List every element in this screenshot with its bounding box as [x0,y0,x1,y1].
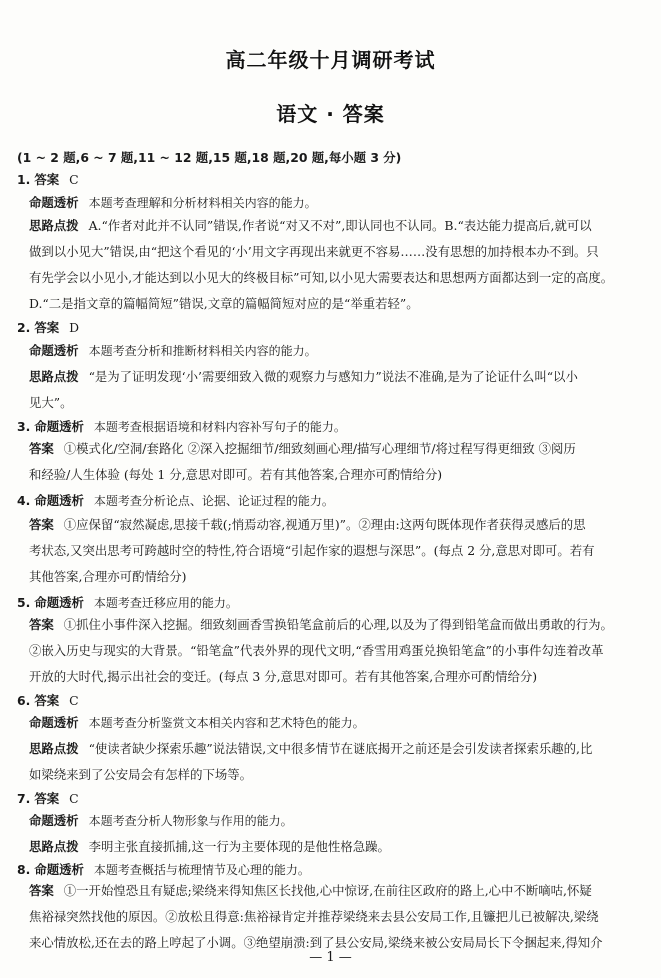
answer-text: 本题考查分析和推断材料相关内容的能力。 [88,344,317,358]
answer-line [29,839,390,855]
section-label: 命题透析 [34,595,84,610]
answer-text: 和经验/人生体验 (每处 1 分,意思对即可。若有其他答案,合理亦可酌情给分) [29,467,443,482]
answer-line [29,909,599,925]
section-label: 答案 [34,320,60,335]
section-label: 思路点拨 [29,741,79,756]
answer-text: “是为了证明发现‘小’需要细致入微的观察力与感知力”说法不准确,是为了论证什么叫“以小 [88,369,578,384]
question-number: 7. [17,791,31,806]
section-label: 命题透析 [29,195,79,210]
question-number: 3. [17,419,31,434]
answer-text: ①抓住小事件深入挖掘。细致刻画香雪换铅笔盒前后的心理,以及为了得到铅笔盒而做出勇敢的行为。 [63,617,613,632]
answer-line [29,883,592,899]
question-number: 5. [17,595,31,610]
section-label: 思路点拨 [29,218,79,233]
answer-text: 本题考查根据语境和材料内容补写句子的能力。 [93,420,346,434]
question-number: 2. [17,320,31,335]
section-label: 答案 [29,883,54,898]
answer-text: 李明主张直接抓捕,这一行为主要体现的是他性格急躁。 [88,839,390,854]
answer-text: 其他答案,合理亦可酌情给分) [29,569,187,584]
section-label: 命题透析 [34,862,84,877]
section-label: 答案 [34,693,60,708]
answer-line [29,369,578,385]
answer-text: 来心情放松,还在去的路上哼起了小调。③绝望崩溃:到了县公安局,梁绕来被公安局局长下令捆起来,得知介 [29,935,603,950]
answer-text: ①应保留“寂然凝虑,思接千载(;悄焉动容,视通万里)”。②理由:这两句既体现作者获得灵感后的思 [63,517,586,532]
section-label: 答案 [34,791,60,806]
scoring-note: (1 ~ 2 题,6 ~ 7 题,11 ~ 12 题,15 题,18 题,20 题,每小题 3 分) [17,150,402,165]
answer-line [29,569,186,585]
answer-text: 本题考查分析论点、论据、论证过程的能力。 [93,494,334,508]
answer-text: 有先学会以小见小,才能达到以小见大的终极目标”可知,以小见大需要表达和思想两方面都达到一定的高度。 [29,270,614,285]
answer-line [29,218,592,234]
section-label: 答案 [29,517,54,532]
answer-line [29,715,365,731]
answer-text: 本题考查分析人物形象与作用的能力。 [88,814,293,828]
answer-text: 如梁绕来到了公安局会有怎样的下场等。 [29,767,253,782]
answer-line [29,643,603,659]
answer-text: 见大”。 [29,395,73,410]
answer-text: ①模式化/空洞/套路化 ②深入挖掘细节/细致刻画心理/描写心理细节/将过程写得更细致 ③阅历 [63,441,576,456]
answer-line [17,172,79,188]
answer-line [29,343,317,359]
section-label: 思路点拨 [29,369,79,384]
answer-line [17,419,346,435]
answer-line [29,467,442,483]
answer-line [29,813,293,829]
exam-title: 高二年级十月调研考试 [225,48,436,72]
answer-line [17,693,79,709]
answer-text: 考状态,又突出思考可跨越时空的特性,符合语境“引起作家的遐想与深思”。(每点 2 分,意思对即可。若有 [29,543,595,558]
answer-text: 焦裕禄突然找他的原因。②放松且得意:焦裕禄肯定并推荐梁绕来去县公安局工作,且镰把儿已被解决,梁绕 [29,909,599,924]
question-number: 1. [17,172,31,187]
answer-text: “使读者缺少探索乐趣”说法错误,文中很多情节在谜底揭开之前还是会引发读者探索乐趣的,比 [88,741,593,756]
answer-line [17,791,79,807]
answer-line [29,935,603,951]
answer-line [29,441,576,457]
answer-text: A.“作者对此并不认同”错误,作者说“对又不对”,即认同也不认同。B.“表达能力提高后,就可以 [88,218,592,233]
answer-text: ②嵌入历史与现实的大背景。“铅笔盒”代表外界的现代文明,“香雪用鸡蛋兑换铅笔盒”的小事件勾连着改革 [29,643,604,658]
answer-line [29,767,252,783]
answer-line [17,862,310,878]
answer-line [29,296,419,312]
section-label: 答案 [34,172,60,187]
answer-text: 本题考查理解和分析材料相关内容的能力。 [88,196,317,210]
answer-line [17,595,238,611]
answer-line [29,395,73,411]
section-label: 命题透析 [29,813,79,828]
section-label: 答案 [29,441,54,456]
section-label: 命题透析 [34,419,84,434]
section-label: 命题透析 [29,715,79,730]
exam-subtitle: 语文 · 答案 [276,102,385,126]
answer-text: 本题考查迁移应用的能力。 [93,596,238,610]
question-number: 4. [17,493,31,508]
section-label: 答案 [29,617,54,632]
answer-text: D [69,320,80,335]
answer-text: 本题考查分析鉴赏文本相关内容和艺术特色的能力。 [88,716,365,730]
answer-line [17,493,334,509]
question-number: 6. [17,693,31,708]
section-label: 命题透析 [29,343,79,358]
answer-text: C [69,693,79,708]
answer-line [29,669,537,685]
question-number: 8. [17,862,31,877]
answer-line [29,517,586,533]
answer-text: 本题考查概括与梳理情节及心理的能力。 [93,863,310,877]
answer-line [29,617,613,633]
section-label: 命题透析 [34,493,84,508]
answer-text: 做到以小见大”错误,由“把这个看见的‘小’用文字再现出来就更不容易……没有思想的加持根本办不到。只 [29,244,599,259]
answer-text: C [69,172,79,187]
answer-line [29,543,595,559]
answer-line [17,320,79,336]
answer-text: C [69,791,79,806]
answer-line [29,741,592,757]
answer-text: ①一开始惶恐且有疑虑;梁绕来得知焦区长找他,心中惊讶,在前往区政府的路上,心中不断嘀咕,怀疑 [63,883,592,898]
answer-text: 开放的大时代,揭示出社会的变迁。(每点 3 分,意思对即可。若有其他答案,合理亦可酌情给分) [29,669,538,684]
answer-line [29,270,613,286]
answer-text: D.“二是指文章的篇幅简短”错误,文章的篇幅简短对应的是“举重若轻”。 [29,296,419,311]
answer-line [29,244,599,260]
section-label: 思路点拨 [29,839,79,854]
answer-line [29,195,317,211]
page-number: — 1 — [309,950,352,965]
